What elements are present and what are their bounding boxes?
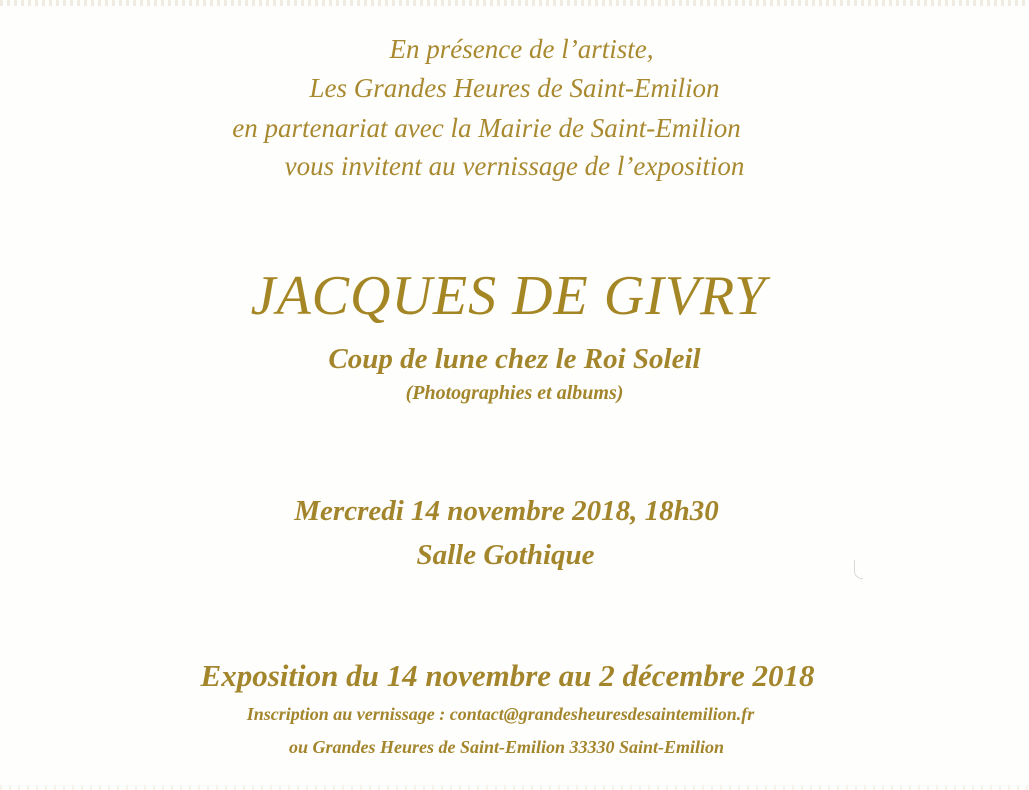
intro-line-partner: en partenariat avec la Mairie de Saint-Emilion	[232, 113, 741, 143]
address-line: ou Grandes Heures de Saint-Emilion 33330 Saint-Emilion	[288, 737, 725, 757]
contact-line: Inscription au vernissage : contact@grandesheuresdesaintemilion.fr	[246, 704, 755, 724]
exhibition-title: Coup de lune chez le Roi Soleil	[328, 343, 701, 375]
event-venue: Salle Gothique	[416, 539, 595, 571]
intro-line-presence: En présence de l’artiste,	[389, 34, 654, 64]
scan-edge-bottom	[0, 785, 1029, 790]
event-date: Mercredi 14 novembre 2018, 18h30	[294, 495, 719, 527]
scan-edge-top	[0, 0, 1029, 6]
scan-mark	[854, 560, 863, 579]
exhibition-dates: Exposition du 14 novembre au 2 décembre 2018	[200, 658, 815, 693]
artist-name: JACQUES DE GIVRY	[250, 265, 767, 327]
intro-line-invite: vous invitent au vernissage de l’exposition	[284, 151, 745, 181]
intro-line-organizer: Les Grandes Heures de Saint-Emilion	[309, 73, 720, 103]
exhibition-subtitle: (Photographies et albums)	[405, 382, 624, 404]
